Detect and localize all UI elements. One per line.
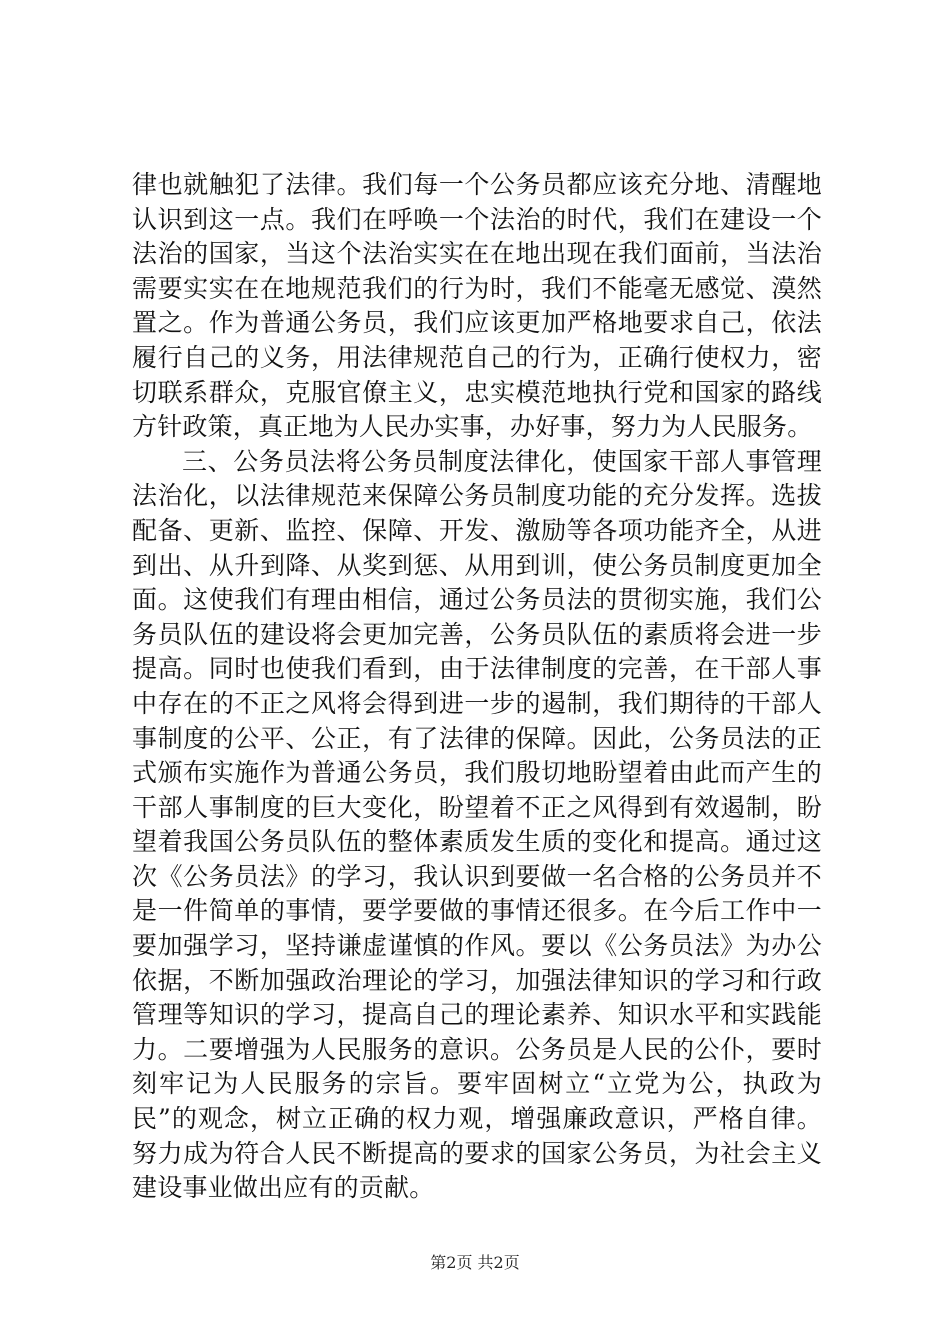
paragraph-section-three: 三、公务员法将公务员制度法律化，使国家干部人事管理法治化，以法律规范来保障公务员制度功能的充分发挥。选拔配备、更新、监控、保障、开发、激励等各项功能齐全，从进到出、从升到降、从奖到惩、从用到训，使公务员制度更加全面。这使我们有理由相信，通过公务员法的贯彻实施，我们公务员队伍的建设将会更加完善，公务员队伍的素质将会进一步提高。同时也使我们看到，由于法律制度的完善，在干部人事中存在的不正之风将会得到进一步的遏制，我们期待的干部人事制度的公平、公正，有了法律的保障。因此，公务员法的正式颁布实施作为普通公务员，我们殷切地盼望着由此而产生的干部人事制度的巨大变化，盼望着不正之风得到有效遏制，盼望着我国公务员队伍的整体素质发生质的变化和提高。通过这次《公务员法》的学习，我认识到要做一名合格的公务员并不是一件简单的事情，要学要做的事情还很多。在今后工作中一要加强学习，坚持谦虚谨慎的作风。要以《公务员法》为办公依据，不断加强政治理论的学习，加强法律知识的学习和行政管理等知识的学习，提高自己的理论素养、知识水平和实践能力。二要增强为人民服务的意识。公务员是人民的公仆，要时刻牢记为人民服务的宗旨。要牢固树立“立党为公，执政为民”的观念，树立正确的权力观，增强廉政意识，严格自律。努力成为符合人民不断提高的要求的国家公务员，为社会主义建设事业做出应有的贡献。: [132, 446, 822, 1203]
document-body: [132, 168, 822, 1206]
page-number-footer: 第2页 共2页: [430, 1253, 520, 1272]
paragraph-continuation: 律也就触犯了法律。我们每一个公务员都应该充分地、清醒地认识到这一点。我们在呼唤一个法治的时代，我们在建设一个法治的国家，当这个法治实实在在地出现在我们面前，当法治需要实实在在地规范我们的行为时，我们不能毫无感觉、漠然置之。作为普通公务员，我们应该更加严格地要求自己，依法履行自己的义务，用法律规范自己的行为，正确行使权力，密切联系群众，克服官僚主义，忠实模范地执行党和国家的路线方针政策，真正地为人民办实事，办好事，努力为人民服务。: [132, 170, 822, 442]
